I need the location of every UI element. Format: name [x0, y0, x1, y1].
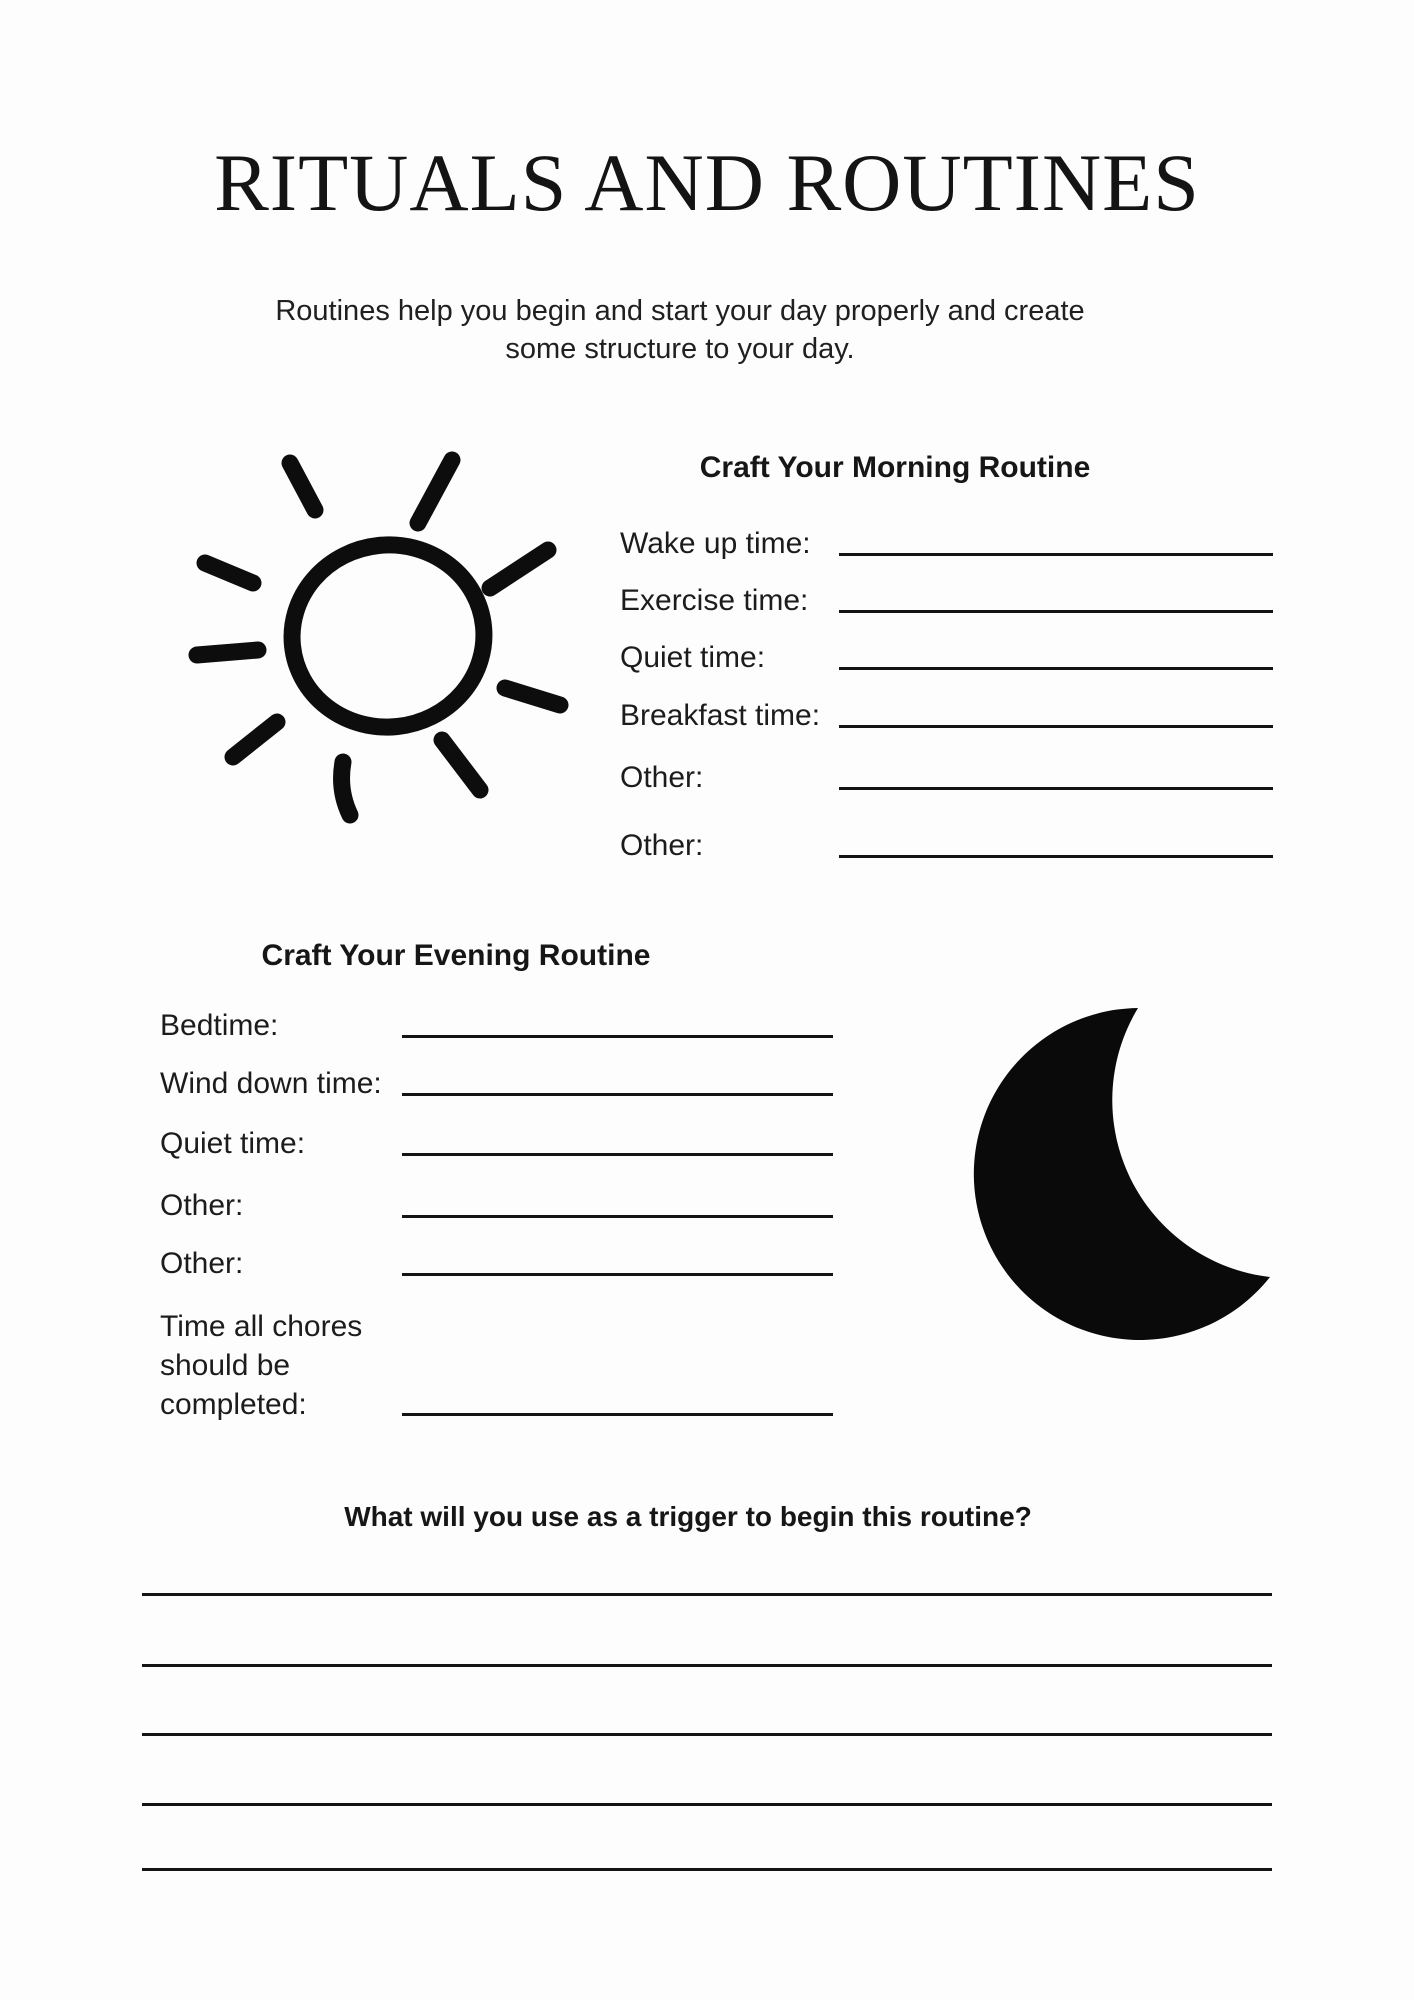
evening-other-line-2[interactable] — [402, 1273, 833, 1276]
morning-field-label: Exercise time: — [620, 584, 809, 617]
evening-other-line-1[interactable] — [402, 1215, 833, 1218]
subtitle-line-1: Routines help you begin and start your day properly and create — [275, 295, 1085, 327]
morning-field-label: Breakfast time: — [620, 699, 821, 732]
trigger-answer-line-2[interactable] — [142, 1664, 1272, 1667]
subtitle-line-2: some structure to your day. — [505, 333, 855, 365]
evening-field-label: Other: — [160, 1247, 244, 1280]
evening-field-label: Quiet time: — [160, 1127, 306, 1160]
moon-icon — [965, 1000, 1275, 1360]
morning-other-line-2[interactable] — [839, 855, 1273, 858]
morning-field-label: Wake up time: — [620, 527, 811, 560]
evening-field-label: Wind down time: — [160, 1067, 382, 1100]
sun-icon — [190, 450, 570, 830]
trigger-answer-line-4[interactable] — [142, 1803, 1272, 1806]
trigger-answer-line-1[interactable] — [142, 1593, 1272, 1596]
page-subtitle — [240, 292, 1120, 368]
morning-quiet-time-line[interactable] — [839, 667, 1273, 670]
wake-up-time-line[interactable] — [839, 553, 1273, 556]
chores-completed-line[interactable] — [402, 1413, 833, 1416]
bedtime-line[interactable] — [402, 1035, 833, 1038]
evening-quiet-time-line[interactable] — [402, 1153, 833, 1156]
evening-field-label: Other: — [160, 1189, 244, 1222]
wind-down-time-line[interactable] — [402, 1093, 833, 1096]
morning-other-line-1[interactable] — [839, 787, 1273, 790]
trigger-question: What will you use as a trigger to begin this routine? — [344, 1501, 1032, 1532]
breakfast-time-line[interactable] — [839, 725, 1273, 728]
morning-field-label: Other: — [620, 761, 704, 794]
trigger-answer-line-3[interactable] — [142, 1733, 1272, 1736]
page-title: RITUALS AND ROUTINES — [214, 137, 1200, 228]
morning-field-label: Other: — [620, 829, 704, 862]
evening-routine-heading: Craft Your Evening Routine — [261, 939, 651, 972]
chores-completed-label: Time all chores should be completed: — [160, 1310, 363, 1421]
evening-field-label: Bedtime: — [160, 1009, 279, 1042]
morning-routine-heading: Craft Your Morning Routine — [699, 451, 1091, 484]
trigger-answer-line-5[interactable] — [142, 1868, 1272, 1871]
morning-field-label: Quiet time: — [620, 641, 766, 674]
exercise-time-line[interactable] — [839, 610, 1273, 613]
